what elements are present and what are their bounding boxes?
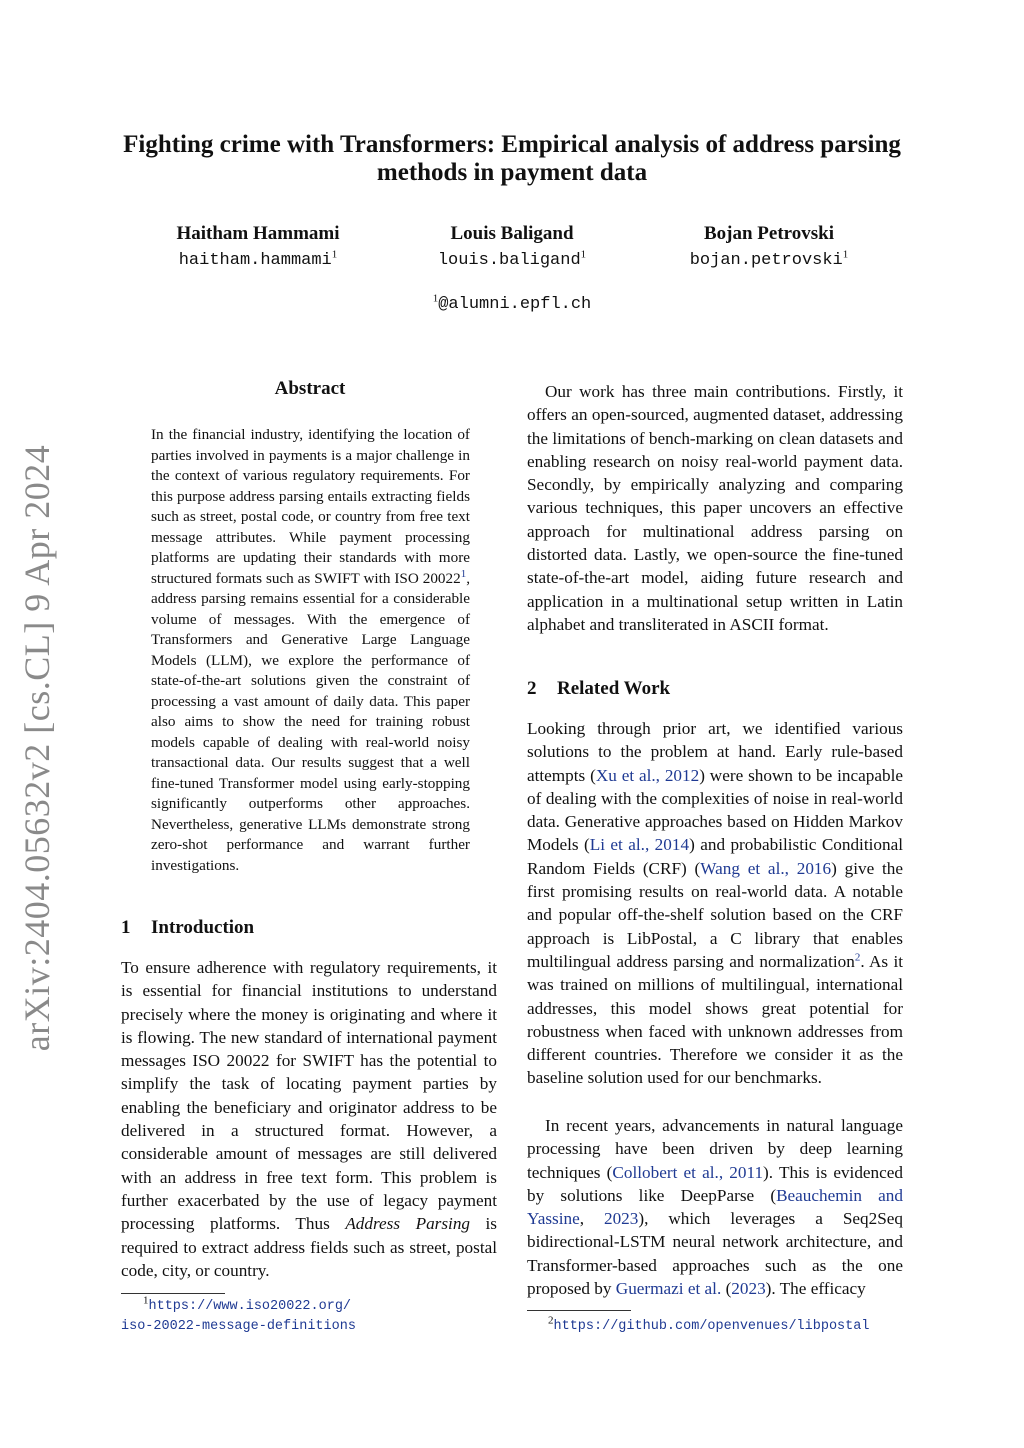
arxiv-stamp-text: arXiv:2404.05632v2 [cs.CL] 9 Apr 2024 bbox=[17, 444, 57, 1052]
abstract-text-part: In the financial industry, identifying the location of parties involved in payments is a major challenge in the context of various regulatory requirements. For this purpose address parsing entails extracting fields such as street, postal code, or country from free text message attributes. While payment processing platforms are updating their standards with more structured formats such as SWIFT with ISO 20022 bbox=[151, 426, 470, 587]
affiliation-mark: 1 bbox=[842, 248, 849, 261]
paragraph-text: ) were shown to be incapable of dealing with the complexities of noise in real-world data. Generative approaches based on Hidden Markov Models ( bbox=[527, 765, 903, 855]
paragraph-text: ) and probabilistic Conditional Random Fields (CRF) ( bbox=[527, 835, 903, 878]
section-number: 2 bbox=[527, 678, 537, 699]
paragraph-text: In recent years, advancements in natural language processing have been driven by deep learning techniques ( bbox=[527, 1116, 903, 1182]
citation-link[interactable]: 2023 bbox=[603, 1209, 639, 1229]
citation-link[interactable]: Collobert et al., 2011 bbox=[612, 1162, 764, 1182]
related-work-paragraph-1 bbox=[527, 717, 903, 1090]
section-title: Related Work bbox=[557, 678, 671, 699]
paper-title: Fighting crime with Transformers: Empirical analysis of address parsing methods in payment data bbox=[123, 131, 901, 186]
author-email: louis.baligand bbox=[437, 251, 581, 270]
section-number: 1 bbox=[121, 917, 131, 938]
footnote-rule bbox=[527, 1310, 631, 1311]
paragraph-text: ). This is evidenced by solutions like DeepParse ( bbox=[527, 1162, 903, 1205]
paragraph-text: To ensure adherence with regulatory requirements, it is essential for financial institutions to understand precisely where the money is originating and where it is flowing. The new standard of international payment messages ISO 20022 for SWIFT has the potential to simplify the task of locating payment parties by enabling the beneficiary and originator address to be delivered in a structured format. However, a considerable amount of messages are still delivered with an address in free text form. This problem is further exacerbated by the use of legacy payment processing platforms. Thus bbox=[121, 958, 497, 1234]
introduction-paragraph bbox=[121, 956, 497, 1282]
paragraph-text: ), which leverages a Seq2Seq bidirectional-LSTM neural network architecture, and Transformer-based approaches such as the one proposed by bbox=[527, 1209, 903, 1299]
author-email: bojan.petrovski bbox=[689, 251, 843, 270]
footnote-link-2[interactable]: 2 bbox=[854, 951, 861, 964]
footnote-2 bbox=[548, 1316, 869, 1336]
related-work-paragraph-2 bbox=[527, 1114, 903, 1300]
section-title: Introduction bbox=[151, 917, 255, 938]
footnote-1-url[interactable]: https://www.iso20022.org/ bbox=[148, 1299, 352, 1314]
citation-link[interactable]: Guermazi et al. bbox=[615, 1279, 722, 1299]
affiliation-mark: 1 bbox=[432, 292, 439, 305]
footnote-mark: 2 bbox=[548, 1314, 554, 1327]
footnote-1 bbox=[121, 1296, 356, 1336]
abstract-heading: Abstract bbox=[274, 378, 346, 399]
emphasized-term: Address Parsing bbox=[345, 1214, 471, 1234]
author-3 bbox=[649, 222, 889, 274]
affiliation-domain: @alumni.epfl.ch bbox=[438, 295, 592, 314]
footnote-rule bbox=[121, 1293, 225, 1294]
affiliation-mark: 1 bbox=[331, 248, 338, 261]
footnote-link-1[interactable]: 1 bbox=[460, 567, 467, 580]
author-email: haitham.hammami bbox=[178, 251, 332, 270]
citation-link[interactable]: Xu et al., 2012 bbox=[595, 765, 700, 785]
affiliation-line bbox=[312, 293, 712, 314]
paragraph-text: ) give the first promising results on real-world data. A notable and popular off-the-shelf solution based on the CRF approach is LibPostal, a C library that enables multilingual address parsing and normalization bbox=[527, 858, 903, 971]
section-heading-introduction bbox=[121, 916, 254, 940]
author-name: Haitham Hammami bbox=[176, 223, 340, 244]
footnote-mark: 1 bbox=[143, 1294, 149, 1307]
paragraph-text: is required to extract address fields such as street, postal code, city, or country. bbox=[121, 1214, 497, 1280]
footnote-2-url[interactable]: https://github.com/openvenues/libpostal bbox=[553, 1319, 870, 1334]
paragraph-text: , bbox=[579, 1209, 604, 1229]
footnote-1-url-continued[interactable]: iso-20022-message-definitions bbox=[121, 1319, 356, 1334]
abstract-text-part: , address parsing remains essential for a considerable volume of messages. With the emergence of Transformers and Generative Large Language Models (LLM), we explore the performance of state-of-the-art solutions given the constraint of processing a vast amount of daily data. This paper also aims to show the need for training robust models capable of dealing with real-world noisy transactional data. Our results suggest that a well fine-tuned Transformer model using early-stopping significantly outperforms other approaches. Nevertheless, generative LLMs demonstrate strong zero-shot performance and warrant further investigations. bbox=[151, 569, 470, 874]
paragraph-text: . As it was trained on millions of multilingual, international addresses, this model shows great potential for robustness when faced with unknown addresses from different countries. Therefore we consider it as the baseline solution used for our benchmarks. bbox=[527, 951, 903, 1088]
arxiv-side-stamp bbox=[12, 444, 62, 1052]
citation-link[interactable]: Wang et al., 2016 bbox=[700, 858, 832, 878]
affiliation-mark: 1 bbox=[580, 248, 587, 261]
author-1 bbox=[138, 222, 378, 274]
paragraph-text: ). The efficacy bbox=[765, 1279, 866, 1299]
abstract-text bbox=[151, 425, 470, 876]
citation-link[interactable]: Li et al., 2014 bbox=[589, 835, 690, 855]
citation-link[interactable]: Beauchemin and Yassine bbox=[527, 1185, 903, 1229]
author-name: Louis Baligand bbox=[450, 223, 574, 244]
citation-link[interactable]: 2023 bbox=[731, 1279, 766, 1299]
contributions-paragraph: Our work has three main contributions. Firstly, it offers an open-sourced, augmented dataset, addressing the limitations of bench-marking on clean datasets and enabling research on noisy real-world payment data. Secondly, by empirically analyzing and comparing various techniques, this paper uncovers an effective approach for multinational address parsing on distorted data. Lastly, we open-source the fine-tuned state-of-the-art model, aiding future research and application in a multinational setup written in Latin alphabet and transliterated in ASCII format. bbox=[527, 382, 903, 634]
author-name: Bojan Petrovski bbox=[703, 223, 834, 244]
paragraph-text: ( bbox=[721, 1279, 732, 1299]
author-2 bbox=[392, 222, 632, 274]
section-heading-related-work bbox=[527, 677, 670, 701]
paragraph-text: Looking through prior art, we identified various solutions to the problem at hand. Early rule-based attempts ( bbox=[527, 719, 903, 785]
